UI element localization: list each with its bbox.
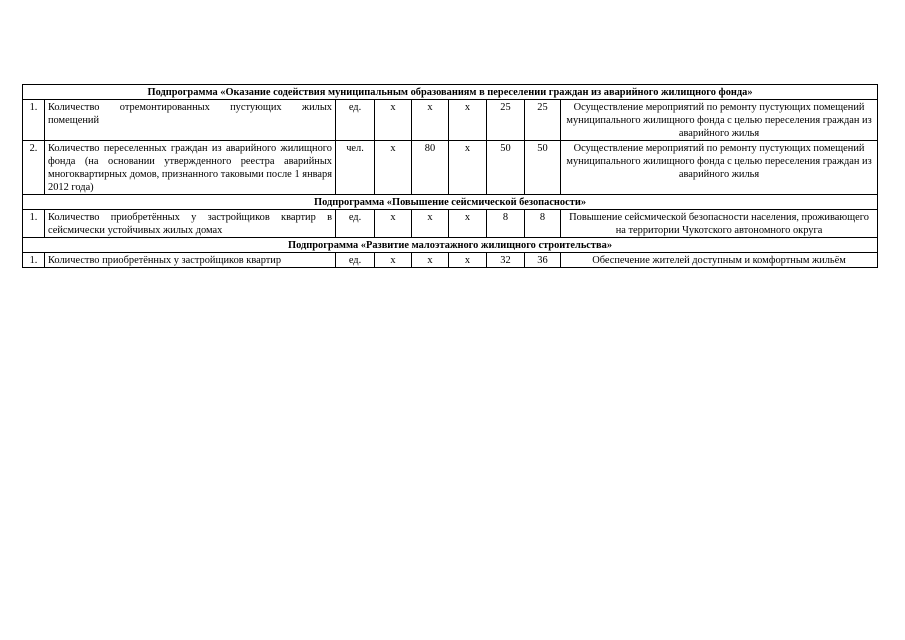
indicator-name: Количество приобретённых у застройщиков квартир в сейсмически устойчивых жилых домах — [45, 210, 336, 238]
table-row — [23, 100, 878, 141]
unit-cell: ед. — [336, 100, 375, 141]
value-cell: х — [449, 141, 487, 195]
value-cell: 36 — [525, 253, 561, 268]
value-cell: х — [449, 253, 487, 268]
row-number: 1. — [23, 253, 45, 268]
unit-cell: ед. — [336, 253, 375, 268]
row-number: 1. — [23, 100, 45, 141]
value-cell: 25 — [525, 100, 561, 141]
value-cell: х — [375, 100, 412, 141]
section-title: Подпрограмма «Повышение сейсмической безопасности» — [23, 195, 878, 210]
value-cell: х — [412, 100, 449, 141]
expected-result: Осуществление мероприятий по ремонту пустующих помещений муниципального жилищного фонда с целью переселения граждан из аварийного жилья — [561, 100, 878, 141]
unit-cell: ед. — [336, 210, 375, 238]
row-number: 1. — [23, 210, 45, 238]
table-row — [23, 141, 878, 195]
expected-result: Повышение сейсмической безопасности населения, проживающего на территории Чукотского автономного округа — [561, 210, 878, 238]
value-cell: х — [412, 210, 449, 238]
value-cell: 50 — [487, 141, 525, 195]
indicator-name: Количество переселенных граждан из аварийного жилищного фонда (на основании утвержденного реестра аварийных многоквартирных домов, признанного таковыми после 1 января 2012 года) — [45, 141, 336, 195]
value-cell: 50 — [525, 141, 561, 195]
section-title: Подпрограмма «Развитие малоэтажного жилищного строительства» — [23, 238, 878, 253]
indicators-table — [22, 84, 878, 268]
value-cell: х — [375, 253, 412, 268]
table-row — [23, 210, 878, 238]
value-cell: 8 — [525, 210, 561, 238]
value-cell: х — [375, 141, 412, 195]
section-title: Подпрограмма «Оказание содействия муниципальным образованиям в переселении граждан из аварийного жилищного фонда» — [23, 85, 878, 100]
section-header-row — [23, 85, 878, 100]
value-cell: х — [375, 210, 412, 238]
section-header-row — [23, 238, 878, 253]
value-cell: 8 — [487, 210, 525, 238]
value-cell: х — [449, 100, 487, 141]
value-cell: х — [449, 210, 487, 238]
indicator-name: Количество приобретённых у застройщиков квартир — [45, 253, 336, 268]
value-cell: х — [412, 253, 449, 268]
row-number: 2. — [23, 141, 45, 195]
expected-result: Осуществление мероприятий по ремонту пустующих помещений муниципального жилищного фонда с целью переселения граждан из аварийного жилья — [561, 141, 878, 195]
section-header-row — [23, 195, 878, 210]
unit-cell: чел. — [336, 141, 375, 195]
value-cell: 32 — [487, 253, 525, 268]
expected-result: Обеспечение жителей доступным и комфортным жильём — [561, 253, 878, 268]
table-row — [23, 253, 878, 268]
indicator-name: Количество отремонтированных пустующих жилых помещений — [45, 100, 336, 141]
value-cell: 80 — [412, 141, 449, 195]
value-cell: 25 — [487, 100, 525, 141]
